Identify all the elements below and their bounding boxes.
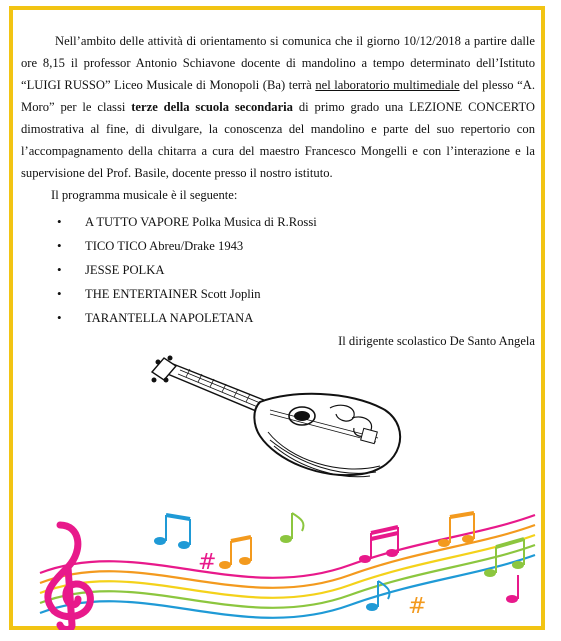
program-intro: Il programma musicale è il seguente: (51, 188, 238, 202)
note-icon (366, 603, 378, 611)
note-icon (462, 535, 474, 543)
note-icon (484, 569, 496, 577)
list-item (57, 306, 535, 330)
program-list (21, 210, 535, 330)
intro-bold-classes: terze della scuola secondaria (131, 100, 293, 114)
list-item (57, 282, 535, 306)
music-staff-decoration (20, 495, 540, 630)
letter-body (21, 30, 535, 352)
intro-text-part-1: Nell’ambito delle attività di orientamento si comunica che il giorno 10/12/2018 a partire dalle ore 8,15 il professor Antonio Schiavone docente di mandolino a tempo determinato dell’Istituto “LUIGI RUSSO” Liceo Musicale di Monopoli (Ba) terrà (21, 34, 535, 92)
bullet-icon: • (57, 286, 62, 301)
intro-underlined-location: nel laboratorio multimediale (315, 78, 460, 92)
list-item (57, 258, 535, 282)
note-icon (178, 541, 190, 549)
list-item-text: TARANTELLA NAPOLETANA (85, 311, 254, 325)
list-item-text: JESSE POLKA (85, 263, 165, 277)
list-item-text: TICO TICO Abreu/Drake 1943 (85, 239, 244, 253)
bullet-icon: • (57, 238, 62, 253)
note-icon (386, 549, 398, 557)
note-icon (506, 595, 518, 603)
bullet-icon: • (57, 214, 62, 229)
sharp-icon: # (408, 594, 427, 619)
intro-text-part-2: del plesso “A. Moro” per le classi (21, 78, 535, 114)
mandolin-body (254, 394, 400, 477)
bullet-icon: • (57, 262, 62, 277)
note-icon (359, 555, 371, 563)
note-icon (239, 557, 251, 565)
bullet-icon: • (57, 310, 62, 325)
intro-paragraph (21, 30, 535, 184)
sharp-icon: # (198, 550, 217, 575)
note-icon (512, 561, 524, 569)
intro-text-part-3: di primo grado una LEZIONE CONCERTO dimostrativa al fine, di divulgare, la conoscenza del mandolino e parte del suo repertorio con l’accompagnamento della chitarra a cura del maestro Francesco Mongelli e con l’interazione e la supervisione del Prof. Basile, docente presso il nostro istituto. (21, 100, 535, 180)
treble-clef-icon (48, 525, 91, 630)
list-item-text: A TUTTO VAPORE Polka Musica di R.Rossi (85, 215, 317, 229)
staff-lines (40, 515, 535, 618)
list-item (57, 210, 535, 234)
note-icon (280, 535, 292, 543)
signature: Il dirigente scolastico De Santo Angela (338, 334, 535, 348)
list-item (57, 234, 535, 258)
mandolin-illustration (150, 350, 410, 480)
note-icon (219, 561, 231, 569)
note-icon (154, 537, 166, 545)
note-icon (438, 539, 450, 547)
list-item-text: THE ENTERTAINER Scott Joplin (85, 287, 261, 301)
